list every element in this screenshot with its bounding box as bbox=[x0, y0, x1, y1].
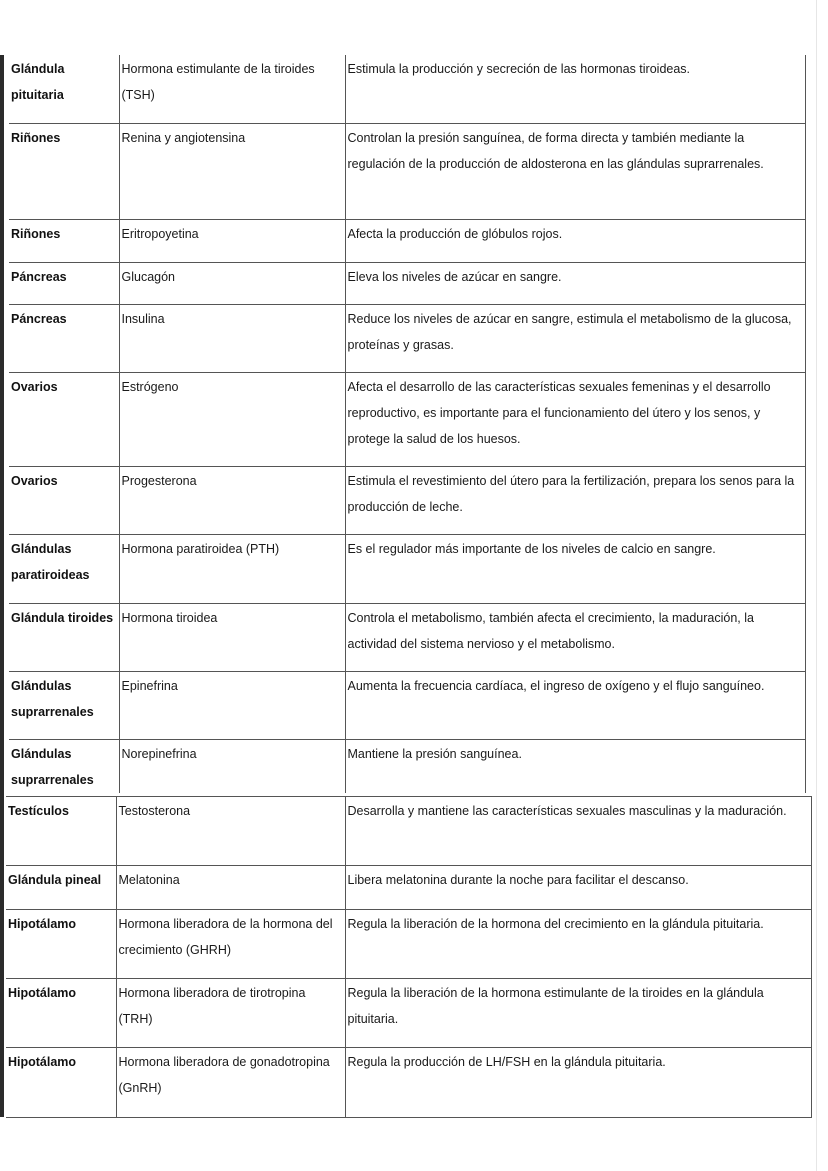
page-left-edge bbox=[0, 55, 4, 1117]
hormone-cell: Norepinefrina bbox=[119, 739, 345, 793]
gland-cell: Glándula pituitaria bbox=[9, 55, 119, 123]
table-row bbox=[6, 910, 811, 979]
gland-cell: Testículos bbox=[6, 797, 116, 866]
gland-cell: Glándula tiroides bbox=[9, 603, 119, 671]
hormone-cell: Hormona paratiroidea (PTH) bbox=[119, 534, 345, 603]
function-cell: Afecta el desarrollo de las características sexuales femeninas y el desarrollo reproductivo, es importante para el funcionamiento del útero y los senos, y protege la salud de los huesos. bbox=[345, 372, 805, 466]
function-cell: Es el regulador más importante de los niveles de calcio en sangre. bbox=[345, 534, 805, 603]
gland-cell: Ovarios bbox=[9, 372, 119, 466]
gland-cell: Glándulas suprarrenales bbox=[9, 671, 119, 739]
function-cell: Reduce los niveles de azúcar en sangre, estimula el metabolismo de la glucosa, proteínas y grasas. bbox=[345, 304, 805, 372]
hormone-cell: Hormona liberadora de la hormona del crecimiento (GHRH) bbox=[116, 910, 345, 979]
gland-cell: Páncreas bbox=[9, 304, 119, 372]
function-cell: Desarrolla y mantiene las características sexuales masculinas y la maduración. bbox=[345, 797, 811, 866]
table-row bbox=[6, 866, 811, 910]
hormone-cell: Hormona liberadora de tirotropina (TRH) bbox=[116, 979, 345, 1048]
table-row bbox=[9, 671, 805, 739]
table-row bbox=[9, 534, 805, 603]
table-row bbox=[9, 372, 805, 466]
hormone-cell: Progesterona bbox=[119, 466, 345, 534]
function-cell: Controla el metabolismo, también afecta el crecimiento, la maduración, la actividad del sistema nervioso y el metabolismo. bbox=[345, 603, 805, 671]
function-cell: Mantiene la presión sanguínea. bbox=[345, 739, 805, 793]
gland-cell: Hipotálamo bbox=[6, 1048, 116, 1118]
gland-cell: Riñones bbox=[9, 123, 119, 219]
gland-cell: Ovarios bbox=[9, 466, 119, 534]
hormone-cell: Eritropoyetina bbox=[119, 219, 345, 262]
hormone-cell: Insulina bbox=[119, 304, 345, 372]
hormone-cell: Hormona tiroidea bbox=[119, 603, 345, 671]
hormone-table-top bbox=[9, 55, 806, 793]
hormone-cell: Renina y angiotensina bbox=[119, 123, 345, 219]
function-cell: Estimula el revestimiento del útero para la fertilización, prepara los senos para la producción de leche. bbox=[345, 466, 805, 534]
function-cell: Libera melatonina durante la noche para facilitar el descanso. bbox=[345, 866, 811, 910]
table-row bbox=[9, 219, 805, 262]
table-row bbox=[9, 739, 805, 793]
gland-cell: Hipotálamo bbox=[6, 979, 116, 1048]
hormone-cell: Epinefrina bbox=[119, 671, 345, 739]
table-row bbox=[6, 797, 811, 866]
gland-cell: Glándula pineal bbox=[6, 866, 116, 910]
hormone-table-bottom bbox=[6, 796, 812, 1118]
table-row bbox=[9, 603, 805, 671]
table-row bbox=[9, 55, 805, 123]
table-row bbox=[9, 304, 805, 372]
hormone-cell: Glucagón bbox=[119, 262, 345, 304]
hormone-cell: Testosterona bbox=[116, 797, 345, 866]
function-cell: Aumenta la frecuencia cardíaca, el ingreso de oxígeno y el flujo sanguíneo. bbox=[345, 671, 805, 739]
gland-cell: Páncreas bbox=[9, 262, 119, 304]
function-cell: Regula la producción de LH/FSH en la glándula pituitaria. bbox=[345, 1048, 811, 1118]
table-row bbox=[9, 466, 805, 534]
page-right-edge bbox=[816, 0, 817, 1171]
function-cell: Regula la liberación de la hormona estimulante de la tiroides en la glándula pituitaria. bbox=[345, 979, 811, 1048]
function-cell: Controlan la presión sanguínea, de forma directa y también mediante la regulación de la producción de aldosterona en las glándulas suprarrenales. bbox=[345, 123, 805, 219]
gland-cell: Hipotálamo bbox=[6, 910, 116, 979]
gland-cell: Riñones bbox=[9, 219, 119, 262]
gland-cell: Glándulas suprarrenales bbox=[9, 739, 119, 793]
function-cell: Afecta la producción de glóbulos rojos. bbox=[345, 219, 805, 262]
table-row bbox=[6, 1048, 811, 1118]
hormone-cell: Hormona estimulante de la tiroides (TSH) bbox=[119, 55, 345, 123]
hormone-cell: Melatonina bbox=[116, 866, 345, 910]
table-row bbox=[9, 262, 805, 304]
hormone-cell: Estrógeno bbox=[119, 372, 345, 466]
table-row bbox=[6, 979, 811, 1048]
hormone-cell: Hormona liberadora de gonadotropina (GnRH) bbox=[116, 1048, 345, 1118]
gland-cell: Glándulas paratiroideas bbox=[9, 534, 119, 603]
table-row bbox=[9, 123, 805, 219]
function-cell: Eleva los niveles de azúcar en sangre. bbox=[345, 262, 805, 304]
function-cell: Regula la liberación de la hormona del crecimiento en la glándula pituitaria. bbox=[345, 910, 811, 979]
function-cell: Estimula la producción y secreción de las hormonas tiroideas. bbox=[345, 55, 805, 123]
